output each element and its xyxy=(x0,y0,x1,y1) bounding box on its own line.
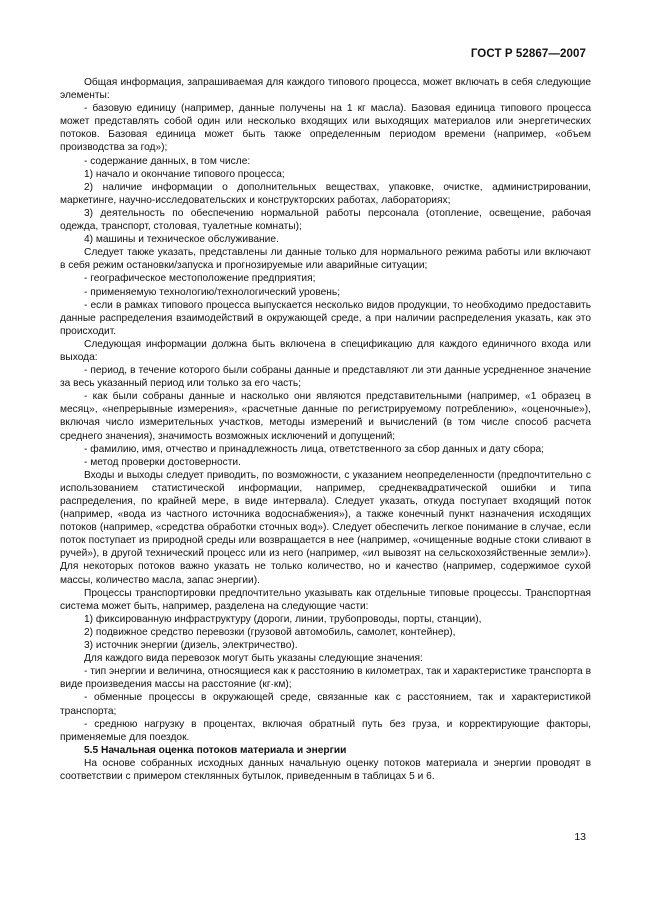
paragraph: - период, в течение которого были собраны данные и представляют ли эти данные усредненное значение за весь указанный период или только за его часть; xyxy=(60,365,591,390)
paragraph: - метод проверки достоверности. xyxy=(84,456,241,468)
paragraph: 2) подвижное средство перевозки (грузовой автомобиль, самолет, контейнер), xyxy=(84,626,456,638)
paragraph: Следует также указать, представлены ли данные только для нормального режима работы или включают в себя режим остановки/запуска и прогнозируемые или аварийные ситуации; xyxy=(60,247,591,272)
paragraph: - фамилию, имя, отчество и принадлежность лица, ответственного за сбор данных и дату сбора; xyxy=(84,443,544,455)
paragraph: - обменные процессы в окружающей среде, связанные как с расстоянием, так и характеристикой транспорта; xyxy=(60,692,591,717)
paragraph: 3) источник энергии (дизель, электричество). xyxy=(84,640,298,652)
paragraph: - если в рамках типового процесса выпускается несколько видов продукции, то необходимо предоставить данные распределения взаимодействий в окружающей среде, а при наличии распределения указать, как это происходит. xyxy=(60,299,591,337)
paragraph: 3) деятельность по обеспечению нормальной работы персонала (отопление, освещение, рабочая одежда, транспорт, столовая, туалетные комнаты); xyxy=(60,207,591,233)
body-text xyxy=(60,76,591,783)
paragraph: Общая информация, запрашиваемая для каждого типового процесса, может включать в себя следующие элементы: xyxy=(60,77,591,102)
paragraph: 4) машины и техническое обслуживание. xyxy=(84,234,279,246)
paragraph: 1) начало и окончание типового процесса; xyxy=(84,168,285,180)
section-heading: 5.5 Начальная оценка потоков материала и энергии xyxy=(84,744,347,756)
paragraph: 1) фиксированную инфраструктуру (дороги, линии, трубопроводы, порты, станции), xyxy=(84,613,482,625)
standard-header: ГОСТ Р 52867—2007 xyxy=(470,48,586,60)
paragraph: На основе собранных исходных данных начальную оценку потоков материала и энергии проводят в соответствии с примером стеклянных бутылок, приведенным в таблицах 5 и 6. xyxy=(60,757,591,782)
paragraph: - тип энергии и величина, относящиеся как к расстоянию в километрах, так и характеристике транспорта в виде произведения массы на расстояние (кг·км); xyxy=(60,666,591,691)
paragraph: - географическое местоположение предприятия; xyxy=(84,273,316,285)
paragraph: - применяемую технологию/технологический уровень; xyxy=(84,286,341,298)
paragraph: - среднюю нагрузку в процентах, включая обратный путь без груза, и корректирующие факторы, применяемые для поездок. xyxy=(60,718,591,743)
paragraph: 2) наличие информации о дополнительных веществах, упаковке, очистке, администрировании, маркетинге, научно-исследовательских и конструкторских работах, лабораториях; xyxy=(60,181,591,206)
paragraph: Процессы транспортировки предпочтительно указывать как отдельные типовые процессы. Транспортная система может быть, например, разделена на следующие части: xyxy=(60,587,591,612)
paragraph: Следующая информации должна быть включена в спецификацию для каждого единичного входа или выхода: xyxy=(60,338,591,363)
paragraph: - как были собраны данные и насколько они являются представительными (например, «1 образец в месяц», «непрерывные измерения», «расчетные данные по регистрируемому потреблению», «оценочные»), включая число измерительных участков, методы измерений и вычислений (в том числе способ расчета среднего значения), значимость возможных исключений и допущений; xyxy=(60,391,591,442)
paragraph: Для каждого вида перевозок могут быть указаны следующие значения: xyxy=(84,653,423,665)
paragraph: Входы и выходы следует приводить, по возможности, с указанием неопределенности (предпочтительно с использованием статистической информации, например, среднеквадратической ошибки и типа распределения, по крайней мере, в виде интервала). Следует указать, откуда поступает входящий поток (например, «вода из частного источника водоснабжения»), а также конечный пункт назначения исходящих потоков (например, «средства обработки сточных вод»). Следует обеспечить легкое понимание в случае, если поток поступает из природной среды или возвращается в нее (например, «очищенные водные стоки сливают в ручей»), в другой технический процесс или из него (например, «ил вывозят на сельскохозяйственные земли»). Для некоторых потоков важно указать не только количество, но и качество (например, содержимое сухой массы, количество масла, запас энергии). xyxy=(60,469,591,586)
paragraph: - базовую единицу (например, данные получены на 1 кг масла). Базовая единица типового процесса может представлять собой один или несколько входящих или выходящих материалов или энергетических потоков. Базовая единица может быть также определенным периодом времени (например, «объем производства за год»); xyxy=(60,103,591,154)
page-number: 13 xyxy=(574,831,586,843)
paragraph: - содержание данных, в том числе: xyxy=(84,155,251,167)
